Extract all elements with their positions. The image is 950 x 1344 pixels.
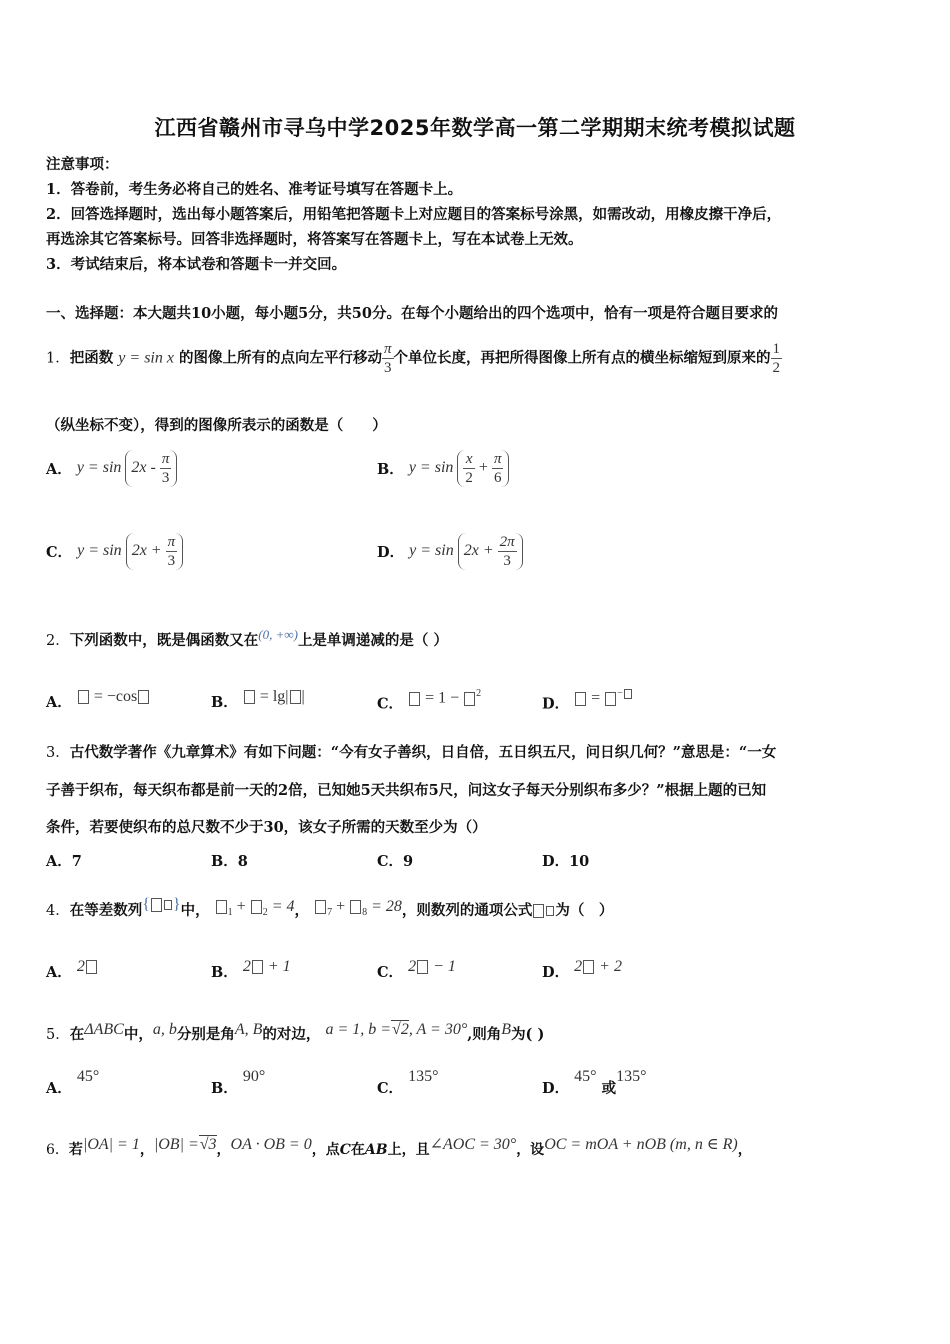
q5-option-c[interactable]: C． 135° — [377, 1068, 439, 1097]
q3-option-b[interactable]: B．8 — [211, 853, 248, 870]
q1-option-b[interactable]: B． y = sin $\frac{x}{2}$ + $\frac{\pi}{6}$ — [377, 450, 509, 487]
q3-option-c[interactable]: C．9 — [377, 853, 414, 870]
interval: (0, +∞) — [258, 627, 298, 642]
question-1: 1．把函数 y = sin x 的图像上所有的点向左平行移动 $\frac{\pi}{3}$ 个单位长度，再把所得图像上所有点的横坐标缩短到原来的 $\frac{1}{2}$ — [46, 341, 781, 376]
q2-option-d[interactable]: D． = − — [542, 688, 633, 713]
q4-option-c[interactable]: C． 2 − 1 — [377, 958, 456, 981]
notice-item-4: 3．考试结束后，将本试卷和答题卡一并交回。 — [46, 256, 347, 273]
formula-sin: y = sin x — [118, 349, 174, 367]
q1-option-c[interactable]: C． y = sin 2x + $\frac{\pi}{3}$ — [46, 533, 183, 570]
question-3-line-2: 子善于织布，每天织布都是前一天的2倍，已知她5天共织布5尺，问这女子每天分别织布多少？”根据上题的已知 — [46, 782, 767, 799]
q5-option-b[interactable]: B． 90° — [211, 1068, 266, 1097]
q4-option-b[interactable]: B． 2 + 1 — [211, 958, 291, 981]
question-3-line-3: 条件，若要使织布的总尺数不少于30，该女子所需的天数至少为（） — [46, 819, 487, 836]
question-4: 4．在等差数列{ }中， $_1$ + $_2$ = 4， $_7$ + $_8$ = 28，则数列的通项公式 为（ ） — [46, 896, 614, 919]
q4-option-d[interactable]: D． 2 + 2 — [542, 958, 622, 981]
question-5: 5．在ΔABC中，a, b分别是角A, B的对边， a = 1, b =√2, A = 30°,则角B为( ) — [46, 1021, 545, 1043]
q5-option-d[interactable]: D． 45° 或135° — [542, 1068, 647, 1097]
question-2: 2．下列函数中，既是偶函数又在(0, +∞)上是单调递减的是（ ） — [46, 627, 448, 649]
notice-item-2: 2．回答选择题时，选出每小题答案后，用铅笔把答题卡上对应题目的答案标号涂黑，如需改动，用橡皮擦干净后， — [46, 206, 782, 223]
q3-option-a[interactable]: A．7 — [46, 853, 82, 870]
notice-heading: 注意事项： — [46, 156, 119, 173]
q5-option-a[interactable]: A． 45° — [46, 1068, 100, 1097]
notice-item-1: 1．答卷前，考生务必将自己的姓名、准考证号填写在答题卡上。 — [46, 181, 463, 198]
q2-option-c[interactable]: C． = 1 − $^2$ — [377, 688, 482, 713]
page-title: 江西省赣州市寻乌中学2025年数学高一第二学期期末统考模拟试题 — [154, 116, 796, 140]
q4-option-a[interactable]: A． 2 — [46, 958, 98, 982]
notice-item-3: 再选涂其它答案标号。回答非选择题时，将答案写在答题卡上，写在本试卷上无效。 — [46, 231, 583, 248]
section-heading: 一、选择题：本大题共10小题，每小题5分，共50分。在每个小题给出的四个选项中，恰有一项是符合题目要求的 — [46, 305, 778, 322]
q2-option-b[interactable]: B． = lg| | — [211, 688, 305, 711]
question-6: 6．若|OA| = 1，|OB| =√3，OA · OB = 0，点C在AB上，且∠AOC = 30°，设OC = mOA + nOB (m, n ∈ R)， — [46, 1136, 752, 1158]
question-1-tail: （纵坐标不变），得到的图像所表示的函数是（ ） — [46, 417, 387, 434]
fraction-1-2: $\frac{1}{2}$ — [772, 341, 781, 376]
q1-option-d[interactable]: D． y = sin 2x + $\frac{2\pi}{3}$ — [377, 533, 523, 570]
q3-option-d[interactable]: D．10 — [542, 853, 590, 870]
fraction-pi-3: $\frac{\pi}{3}$ — [384, 341, 392, 376]
q2-option-a[interactable]: A． = −cos — [46, 688, 150, 712]
q1-option-a[interactable]: A． y = sin 2x - $\frac{\pi}{3}$ — [46, 450, 177, 487]
question-3-line-1: 3．古代数学著作《九章算术》有如下问题：“今有女子善织，日自倍，五日织五尺，问日织几何？”意思是：“一女 — [46, 744, 777, 761]
